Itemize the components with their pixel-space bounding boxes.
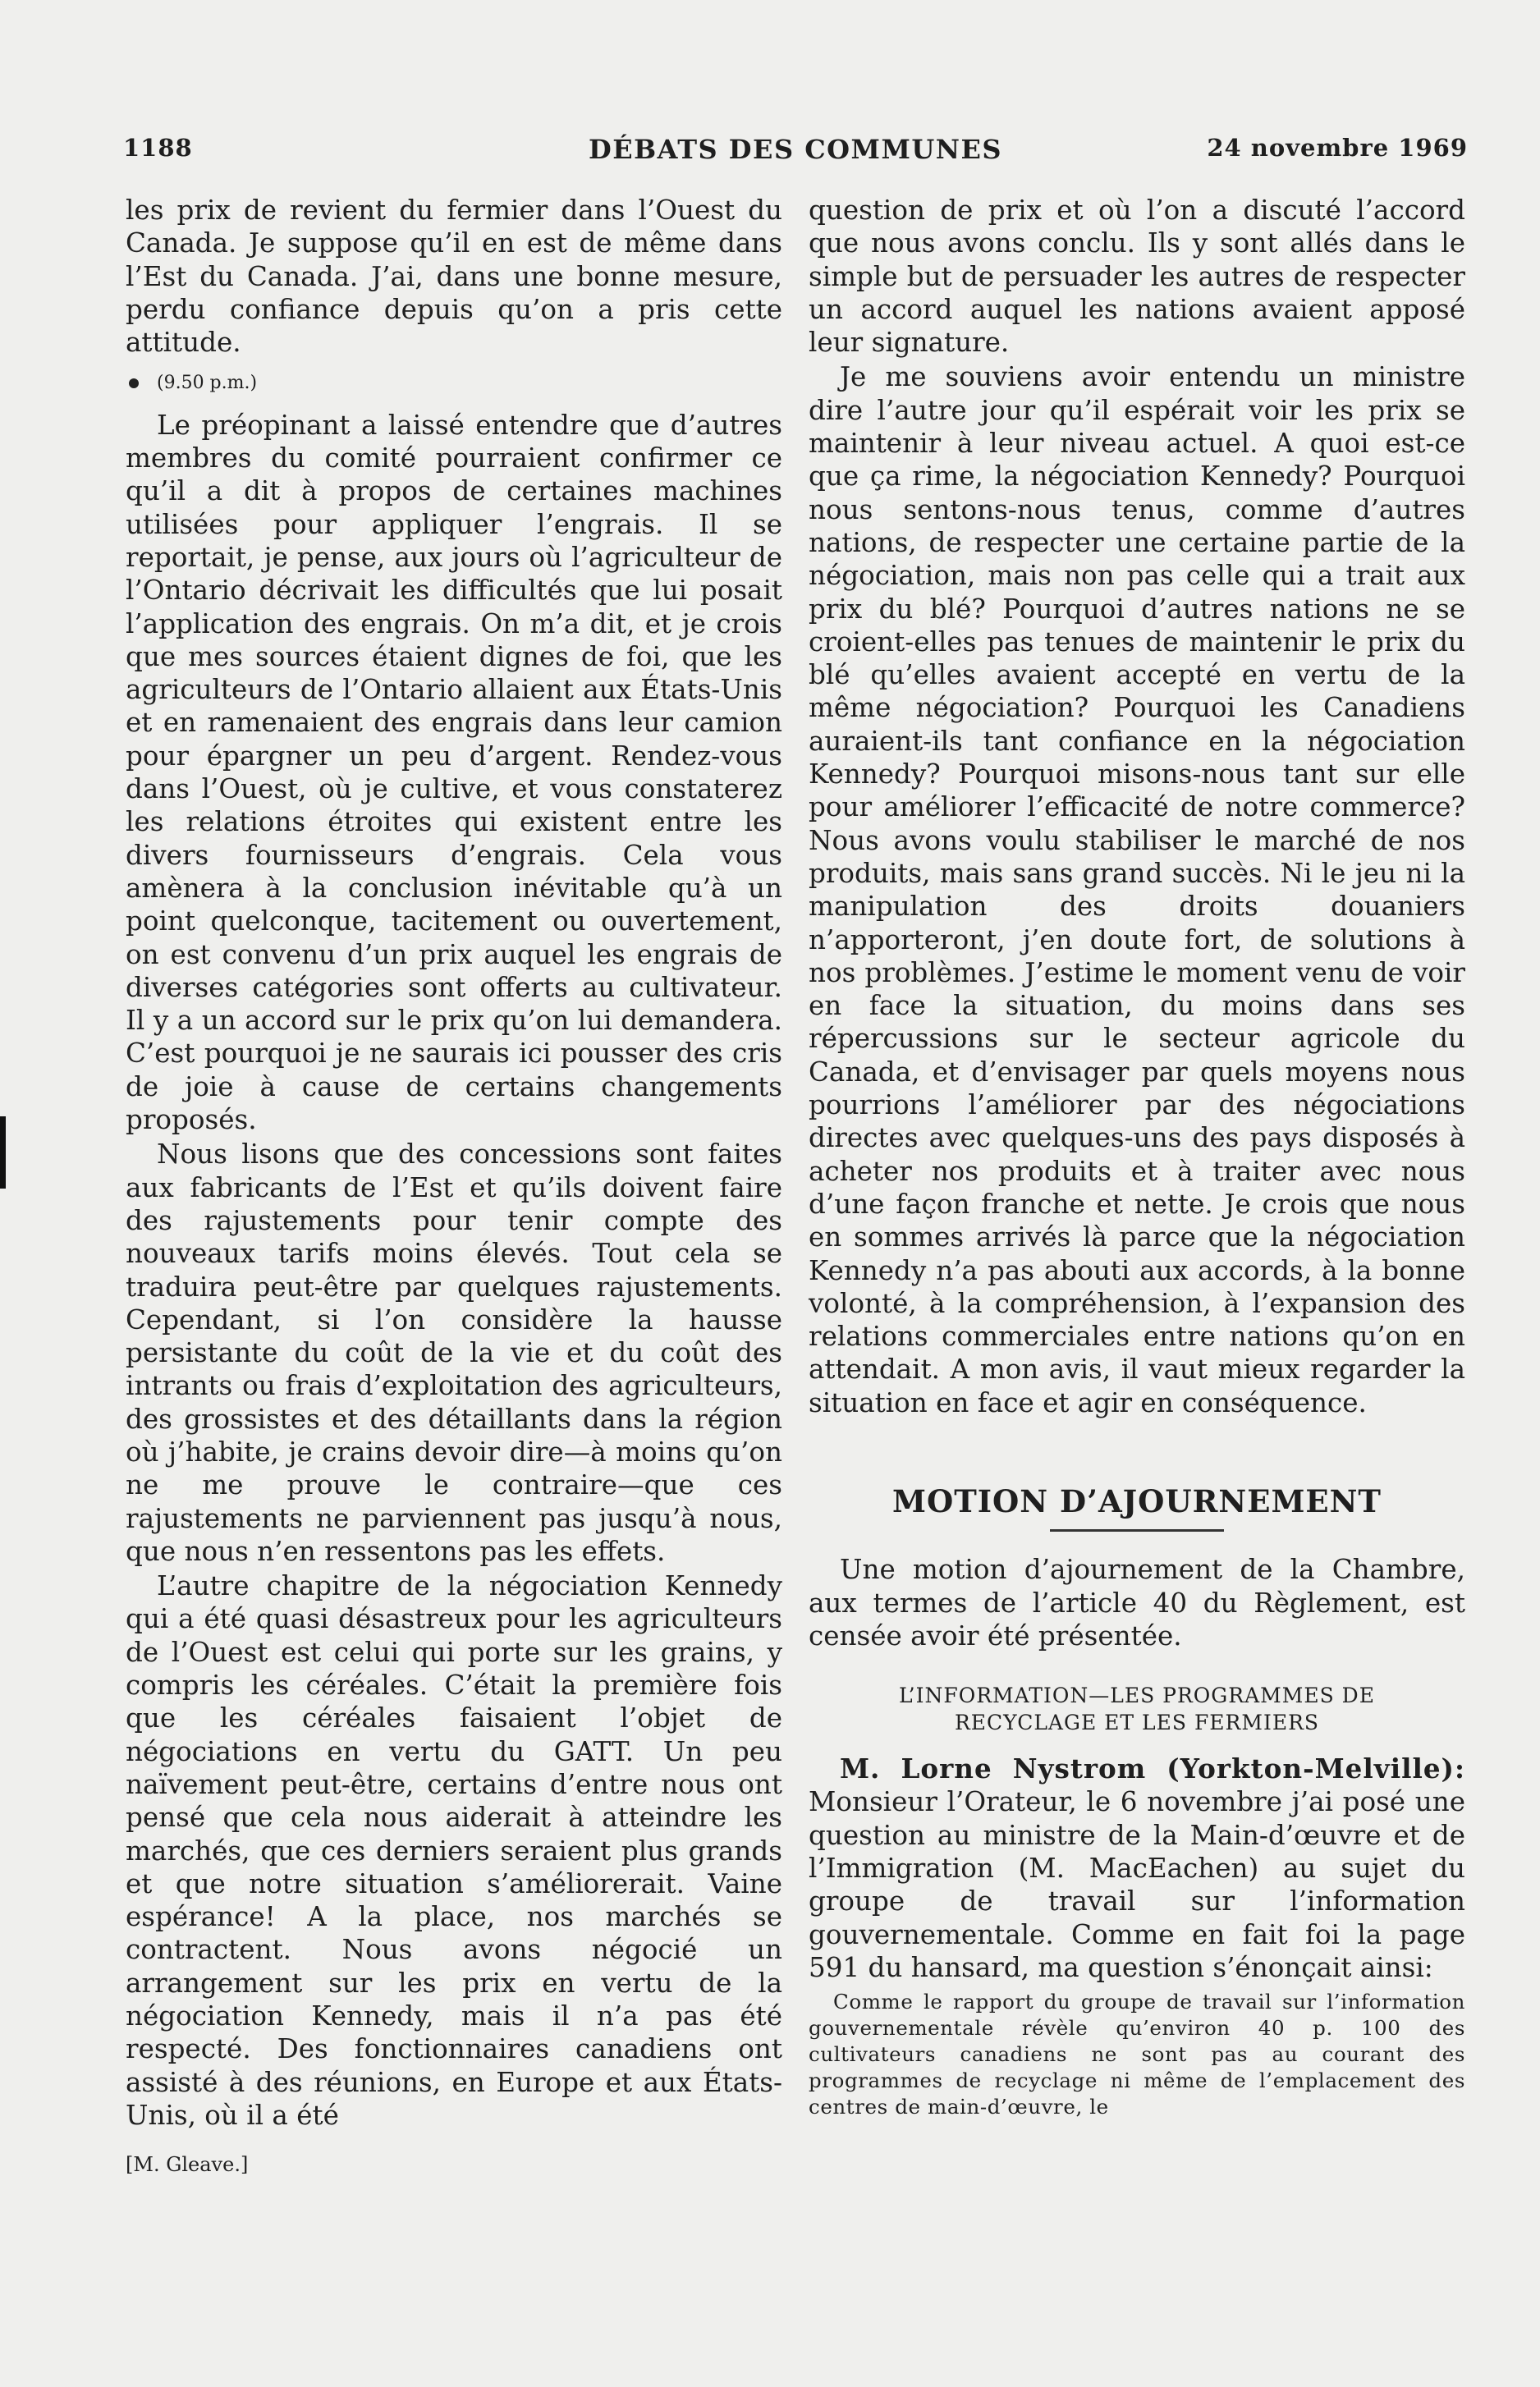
- publication-title: DÉBATS DES COMMUNES: [588, 134, 1003, 165]
- speaker-name: M. Lorne Nystrom (Yorkton-Melville):: [840, 1752, 1465, 1785]
- right-column: [809, 194, 1465, 2120]
- paragraph: Le préopinant a laissé entendre que d’autres membres du comité pourraient confirmer ce qu’il a dit à propos de certaines machines utilisées pour appliquer l’engrais. Il se reportait, je pense, aux jours où l’agriculteur de l’Ontario décrivait les difficultés que lui posait l’application des engrais. On m’a dit, et je crois que mes sources étaient dignes de foi, que les agriculteurs de l’Ontario allaient aux États-Unis et en ramenaient des engrais dans leur camion pour épargner un peu d’argent. Rendez-vous dans l’Ouest, où je cultive, et vous constaterez les relations étroites qui existent entre les divers fournisseurs d’engrais. Cela vous amènera à la conclusion inévitable qu’à un point quelconque, tacitement ou ouvertement, on est convenu d’un prix auquel les engrais de diverses catégories sont offerts au cultivateur. Il y a un accord sur le prix qu’on lui demandera. C’est pourquoi je ne saurais ici pousser des cris de joie à cause de certains changements proposés.: [126, 409, 782, 1136]
- paragraph: L’autre chapitre de la négociation Kennedy qui a été quasi désastreux pour les agriculteurs de l’Ouest est celui qui porte sur les grains, y compris les céréales. C’était la première fois que les céréales faisaient l’objet de négociations en vertu du GATT. Un peu naïvement peut-être, certains d’entre nous ont pensé que cela nous aiderait à atteindre les marchés, que ces derniers seraient plus grands et que notre situation s’améliorerait. Vaine espérance! A la place, nos marchés se contractent. Nous avons négocié un arrangement sur les prix en vertu de la négociation Kennedy, mais il n’a pas été respecté. Des fonctionnaires canadiens ont assisté à des réunions, en Europe et aux États-Unis, où il a été: [126, 1570, 782, 2131]
- left-column: [126, 194, 782, 2182]
- paragraph: Je me souviens avoir entendu un ministre dire l’autre jour qu’il espérait voir les prix se maintenir à leur niveau actuel. A quoi est-ce que ça rime, la négociation Kennedy? Pourquoi nous sentons-nous tenus, comme d’autres nations, de respecter une certaine partie de la négociation, mais non pas celle qui a trait aux prix du blé? Pourquoi d’autres nations ne se croient-elles pas tenues de maintenir le prix du blé qu’elles avaient accepté en vertu de la même négociation? Pourquoi les Canadiens auraient-ils tant confiance en la négociation Kennedy? Pourquoi misons-nous tant sur elle pour améliorer l’efficacité de notre commerce? Nous avons voulu stabiliser le marché de nos produits, mais sans grand succès. Ni le jeu ni la manipulation des droits douaniers n’apporteront, j’en doute fort, de solutions à nos problèmes. J’estime le moment venu de voir en face la situation, du moins dans ses répercussions sur le secteur agricole du Canada, et d’envisager par quels moyens nous pourrions l’améliorer par des négociations directes avec quelques-uns des pays disposés à acheter nos produits et à traiter avec nous d’une façon franche et nette. Je crois que nous en sommes arrivés là parce que la négociation Kennedy n’a pas abouti aux accords, à la bonne volonté, à la compréhension, à l’expansion des relations commerciales entre nations qu’on en attendait. A mon avis, il vaut mieux regarder la situation en face et agir en conséquence.: [809, 361, 1465, 1418]
- bullet-icon: [129, 378, 139, 388]
- binding-mark: [0, 1116, 6, 1189]
- speaker-attribution: [M. Gleave.]: [126, 2153, 249, 2177]
- sub-heading-line: RECYCLAGE ET LES FERMIERS: [954, 1711, 1320, 1735]
- page-header: [123, 134, 1468, 172]
- paragraph: Une motion d’ajournement de la Chambre, aux termes de l’article 40 du Règlement, est censée avoir été présentée.: [809, 1554, 1465, 1652]
- quote-text: Comme le rapport du groupe de travail sur l’information gouvernementale révèle qu’environ 40 p. 100 des cultivateurs canadiens ne sont pas au courant des programmes de recyclage ni même de l’emplacement des centres de main-d’œuvre, le: [809, 1990, 1465, 2119]
- paragraph: Nous lisons que des concessions sont faites aux fabricants de l’Est et qu’ils doivent faire des rajustements pour tenir compte des nouveaux tarifs moins élevés. Tout cela se traduira peut-être par quelques rajustements. Cependant, si l’on considère la hausse persistante du coût de la vie et du coût des intrants ou frais d’exploitation des agriculteurs, des grossistes et des détaillants dans la région où j’habite, je crains devoir dire—à moins qu’on ne me prouve le contraire—que ces rajustements ne parviennent pas jusqu’à nous, que nous n’en ressentons pas les effets.: [126, 1139, 782, 1567]
- paragraph: les prix de revient du fermier dans l’Ouest du Canada. Je suppose qu’il en est de même dans l’Est du Canada. J’ai, dans une bonne mesure, perdu confiance depuis qu’on a pris cette attitude.: [126, 195, 782, 359]
- issue-date: 24 novembre 1969: [1207, 134, 1468, 162]
- sub-heading-line: L’INFORMATION—LES PROGRAMMES DE: [899, 1684, 1375, 1708]
- heading-rule: [1050, 1529, 1224, 1532]
- block-quote: [809, 1989, 1465, 2120]
- section-heading: MOTION D’AJOURNEMENT: [892, 1482, 1382, 1519]
- speech-text: Monsieur l’Orateur, le 6 novembre j’ai posé une question au ministre de la Main-d’œuvre et de l’Immigration (M. MacEachen) au sujet du groupe de travail sur l’information gouvernementale. Comme en fait foi la page 591 du hansard, ma question s’énonçait ainsi:: [809, 1786, 1465, 1983]
- sub-heading: [809, 1682, 1465, 1736]
- page-number: 1188: [123, 134, 193, 162]
- timestamp: [126, 367, 782, 400]
- speech-paragraph: [809, 1752, 1465, 1984]
- timestamp-text: (9.50 p.m.): [157, 373, 258, 394]
- paragraph: question de prix et où l’on a discuté l’accord que nous avons conclu. Ils y sont allés dans le simple but de persuader les autres de respecter un accord auquel les nations avaient apposé leur signature.: [809, 195, 1465, 359]
